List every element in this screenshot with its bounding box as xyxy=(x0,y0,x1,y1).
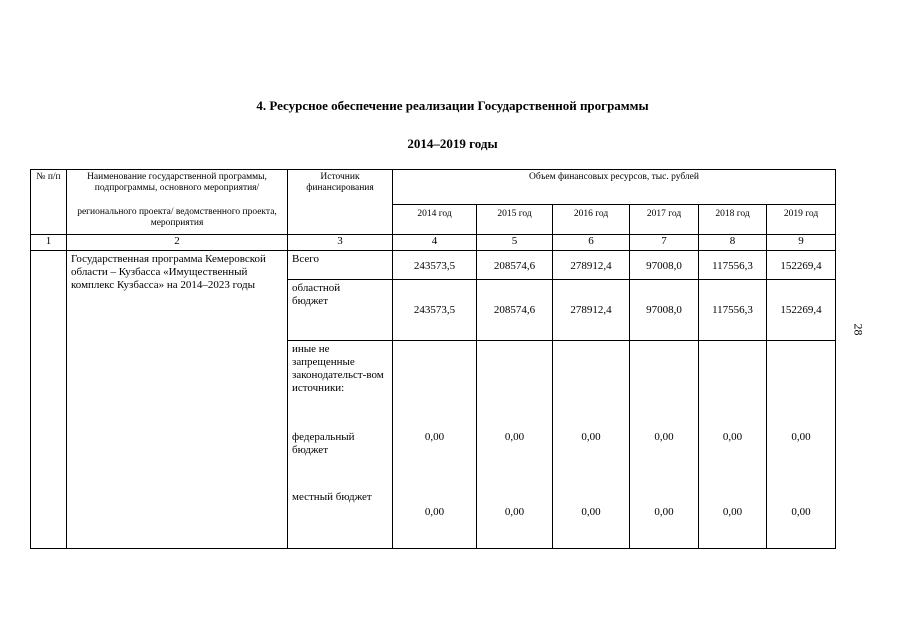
header-year: 2019 год xyxy=(783,209,819,219)
value-cell: 0,00 xyxy=(654,431,674,443)
column-number: 2 xyxy=(174,235,180,247)
header-year: 2014 год xyxy=(417,209,452,219)
program-name: Государственная программа Кемеровской области – Кузбасса «Имущественный комплекс Кузбасса» на 2014–2023 годы xyxy=(71,253,266,291)
value-cell: 0,00 xyxy=(722,506,743,518)
value-cell: 0,00 xyxy=(654,506,674,518)
source-label: местный бюджет xyxy=(292,491,372,503)
table-border-left xyxy=(30,169,31,549)
col-divider xyxy=(476,204,477,549)
column-number: 1 xyxy=(45,235,52,247)
section-title: 4. Ресурсное обеспечение реализации Государственной программы xyxy=(256,98,649,113)
value-cell: 117556,3 xyxy=(712,304,753,316)
value-cell: 152269,4 xyxy=(780,304,822,316)
page-number: 28 xyxy=(851,323,866,336)
value-cell: 0,00 xyxy=(791,431,811,443)
column-number: 4 xyxy=(431,235,438,247)
row-divider xyxy=(287,279,835,280)
source-label: федеральный бюджет xyxy=(292,431,355,456)
col-divider xyxy=(629,204,630,549)
years-divider xyxy=(392,204,835,205)
value-cell: 0,00 xyxy=(581,506,601,518)
header-col-name-1: Наименование государственной программы, подпрограммы, основного мероприятия/ xyxy=(87,172,267,193)
value-cell: 0,00 xyxy=(424,506,445,518)
header-year: 2017 год xyxy=(646,209,682,219)
numbering-bottom-line xyxy=(30,250,835,251)
value-cell: 243573,5 xyxy=(413,260,456,272)
header-col-no: № п/п xyxy=(36,172,61,182)
value-cell: 97008,0 xyxy=(646,260,682,272)
value-cell: 0,00 xyxy=(424,431,445,443)
row-divider xyxy=(287,340,835,341)
column-number: 6 xyxy=(588,235,594,247)
value-cell: 117556,3 xyxy=(712,260,753,272)
source-label: Всего xyxy=(292,253,319,265)
col-divider xyxy=(66,169,67,549)
header-col-volume: Объем финансовых ресурсов, тыс. рублей xyxy=(529,172,699,182)
header-col-source: Источник финансирования xyxy=(306,172,374,193)
header-year: 2015 год xyxy=(497,209,532,219)
value-cell: 208574,6 xyxy=(493,304,536,316)
value-cell: 0,00 xyxy=(504,431,525,443)
value-cell: 0,00 xyxy=(581,431,601,443)
column-number: 8 xyxy=(729,235,736,247)
header-year: 2018 год xyxy=(715,209,750,219)
value-cell: 0,00 xyxy=(722,431,743,443)
header-year: 2016 год xyxy=(573,209,609,219)
table-border-right xyxy=(835,169,836,549)
period-subtitle: 2014–2019 годы xyxy=(407,136,498,151)
value-cell: 152269,4 xyxy=(780,260,822,272)
value-cell: 278912,4 xyxy=(570,260,612,272)
column-number: 3 xyxy=(337,235,343,247)
value-cell: 243573,5 xyxy=(413,304,456,316)
table-border-bottom xyxy=(30,548,835,549)
table-border-top xyxy=(30,169,835,170)
value-cell: 0,00 xyxy=(504,506,525,518)
col-divider xyxy=(287,169,288,549)
source-label: иные не запрещенные законодательст-вом источники: xyxy=(292,343,384,394)
value-cell: 208574,6 xyxy=(493,260,536,272)
value-cell: 0,00 xyxy=(791,506,811,518)
column-number: 7 xyxy=(661,235,667,247)
value-cell: 278912,4 xyxy=(570,304,612,316)
column-number: 9 xyxy=(798,235,804,247)
value-cell: 97008,0 xyxy=(646,304,682,316)
col-divider xyxy=(766,204,767,549)
header-col-name-2: регионального проекта/ ведомственного проекта, мероприятия xyxy=(77,207,277,228)
column-number: 5 xyxy=(511,235,518,247)
source-label: областной бюджет xyxy=(292,282,341,307)
col-divider xyxy=(552,204,553,549)
col-divider xyxy=(392,169,393,549)
col-divider xyxy=(698,204,699,549)
